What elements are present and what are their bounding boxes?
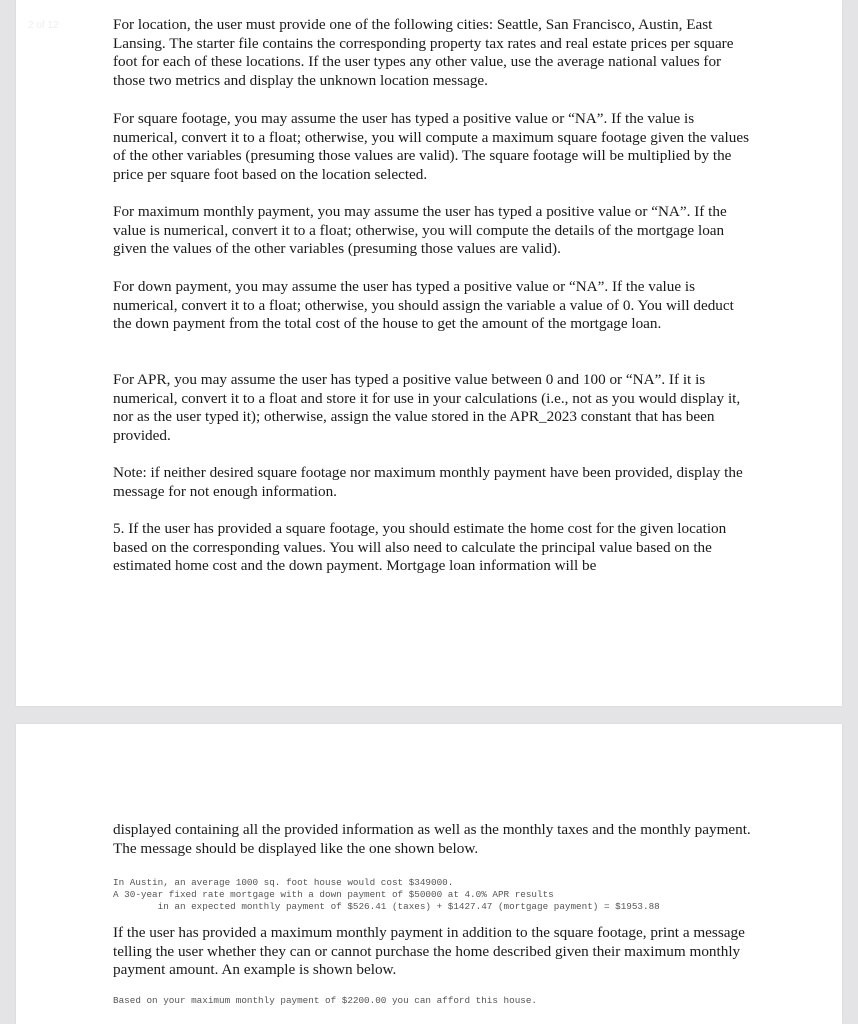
paragraph-square-footage: For square footage, you may assume the user has typed a positive value or “NA”. If the value is numerical, convert it to a float; otherwise, you will compute a maximum square footage given the values of the other variables (presuming those values are valid). The square footage will be multiplied by the price per square foot based on the location selected. [113,110,749,183]
paragraph-down-payment: For down payment, you may assume the user has typed a positive value or “NA”. If the value is numerical, convert it to a float; otherwise, you should assign the variable a value of 0. You will deduct the down payment from the total cost of the house to get the amount of the mortgage loan. [113,278,734,333]
paragraph-max-payment-check: If the user has provided a maximum monthly payment in addition to the square footage, print a message telling the user whether they can or cannot purchase the home described given their maximum monthly payment amount. An example is shown below. [113,924,745,979]
paragraph-display-info: displayed containing all the provided information as well as the monthly taxes and the monthly payment. The message should be displayed like the one shown below. [113,821,751,857]
document-page-1 [16,0,842,706]
paragraph-location: For location, the user must provide one of the following cities: Seattle, San Francisco, Austin, East Lansing. The starter file contains the corresponding property tax rates and real estate prices per square foot for each of these locations. If the user types any other value, use the average national values for those two metrics and display the unknown location message. [113,16,734,89]
paragraph-step-5: 5. If the user has provided a square footage, you should estimate the home cost for the given location based on the corresponding values. You will also need to calculate the principal value based on the estimated home cost and the down payment. Mortgage loan information will be [113,520,727,575]
code-example-mortgage: In Austin, an average 1000 sq. foot house would cost $349000. A 30-year fixed rate mortgage with a down payment of $50000 at 4.0% APR results in an expected monthly payment of $526.41 (taxes) + $1427.47 (mortgage payment) = $1953.88 [113,877,660,913]
paragraph-max-monthly-payment: For maximum monthly payment, you may assume the user has typed a positive value or “NA”. If the value is numerical, convert it to a float; otherwise, you will compute the details of the mortgage loan given the values of the other variables (presuming those values are valid). [113,203,727,258]
document-page-2 [16,724,842,1024]
code-example-afford: Based on your maximum monthly payment of $2200.00 you can afford this house. [113,995,538,1006]
page-counter: 2 of 12 [28,20,59,31]
paragraph-apr: For APR, you may assume the user has typed a positive value between 0 and 100 or “NA”. If it is numerical, convert it to a float and store it for use in your calculations (i.e., not as you would display it, nor as the user typed it); otherwise, assign the value stored in the APR_2023 constant that has been provided. [113,371,741,444]
paragraph-note: Note: if neither desired square footage nor maximum monthly payment have been provided, display the message for not enough information. [113,464,743,500]
